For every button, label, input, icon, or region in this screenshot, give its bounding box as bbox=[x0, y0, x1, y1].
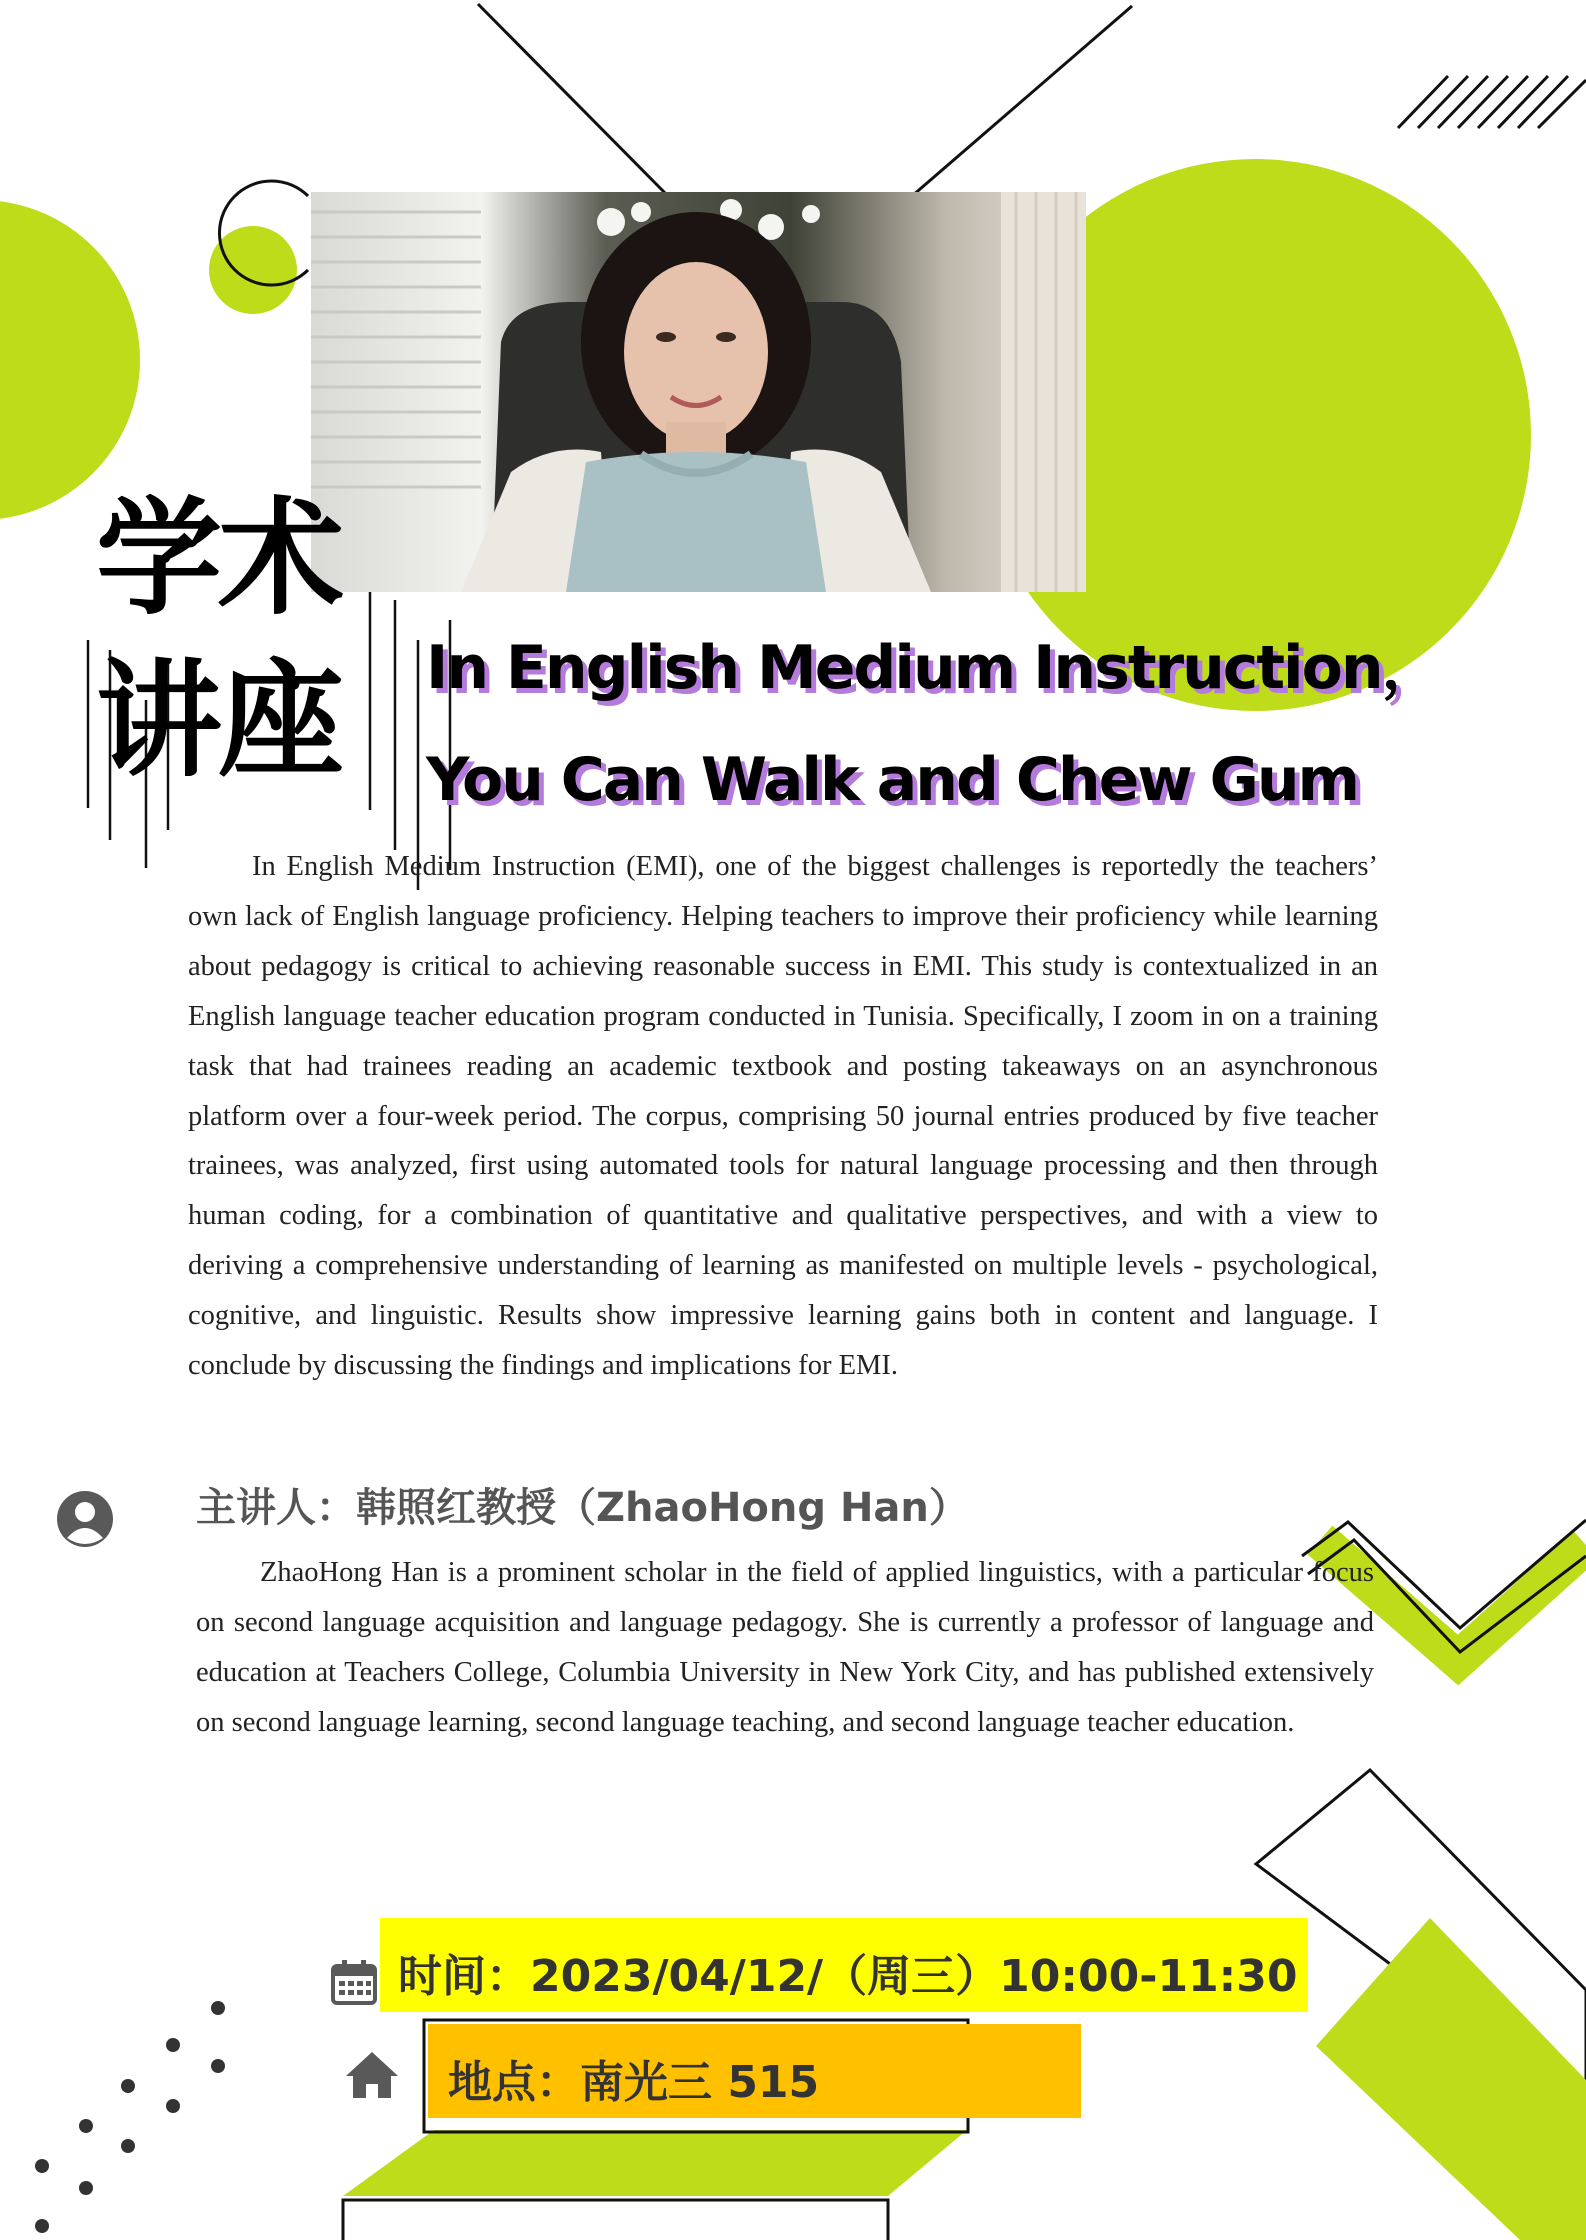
event-time: 时间：2023/04/12/（周三）10:00-11:30 bbox=[398, 1951, 1298, 2002]
speaker-photo bbox=[311, 192, 1086, 592]
title-line-1: In English Medium Instruction， bbox=[426, 633, 1440, 703]
event-place: 地点：南光三 515 bbox=[448, 2057, 820, 2108]
lecture-title-en bbox=[426, 612, 1440, 836]
user-icon bbox=[56, 1490, 114, 1548]
calendar-icon bbox=[330, 1958, 378, 2006]
abstract-text: In English Medium Instruction (EMI), one of the biggest challenges is reportedly the teachers’ own lack of English language proficiency. Helping teachers to improve their proficiency while learning about pedagogy is critical to achieving reasonable success in EMI. This study is contextualized in an English language teacher education program conducted in Tunisia. Specifically, I zoom in on a training task that had trainees reading an academic textbook and posting takeaways on an asynchronous platform over a four-week period. The corpus, comprising 50 journal entries produced by five teacher trainees, was analyzed, first using automated tools for natural language processing and then through human coding, for a combination of quantitative and qualitative perspectives, and with a view to deriving a comprehensive understanding of learning as manifested on multiple levels - psychological, cognitive, and linguistic. Results show impressive learning gains both in content and language. I conclude by discussing the findings and implications for EMI. bbox=[188, 851, 1378, 1382]
speaker-bio: ZhaoHong Han is a prominent scholar in the field of applied linguistics, with a particular focus on second language acquisition and language pedagogy. She is currently a professor of language and education at Teachers College, Columbia University in New York City, and has published extensively on second language learning, second language teaching, and second language teacher education. bbox=[196, 1557, 1374, 1738]
speaker-name: 主讲人：韩照红教授（ZhaoHong Han） bbox=[196, 1485, 969, 1531]
home-icon bbox=[344, 2050, 400, 2100]
title-line-2: You Can Walk and Chew Gum bbox=[426, 745, 1359, 815]
lecture-title-cn: 学术 讲座 bbox=[96, 485, 340, 794]
